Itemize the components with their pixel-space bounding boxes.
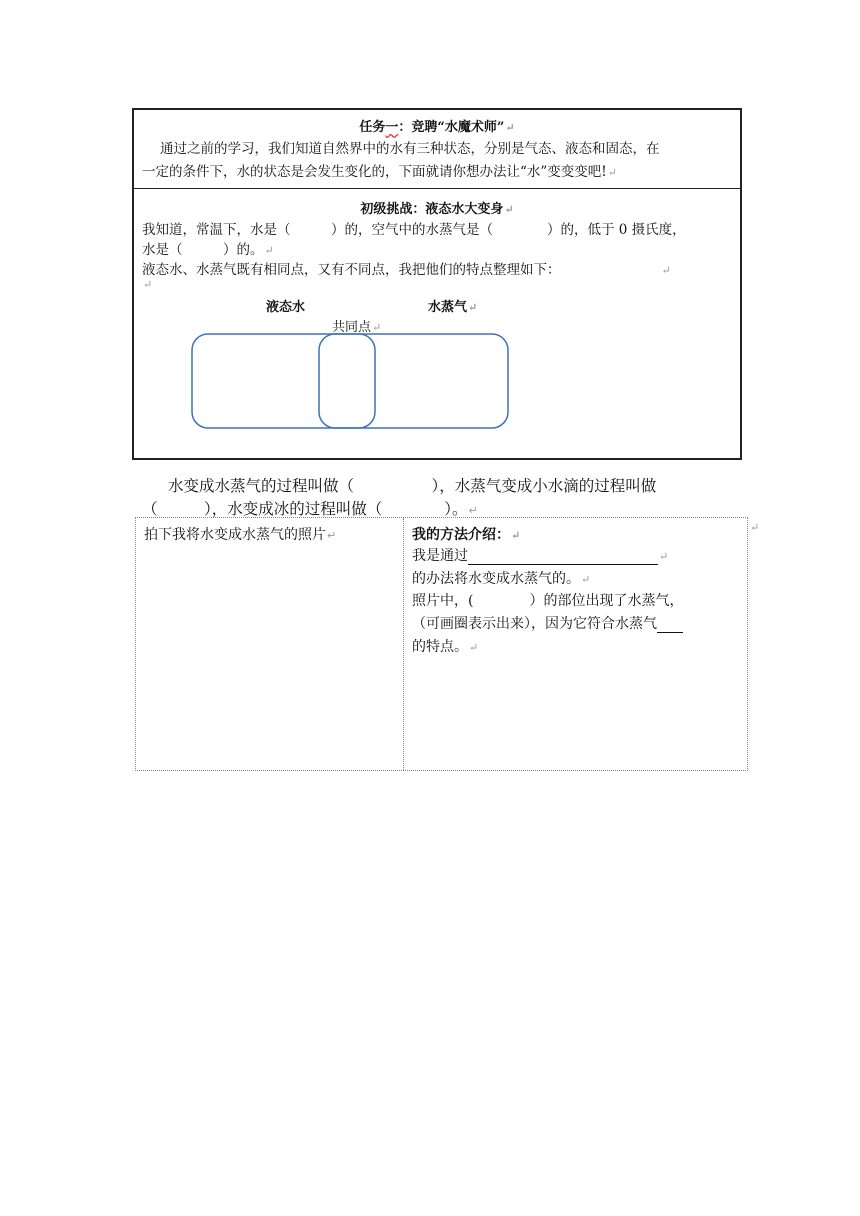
task1-paragraph-line1	[160, 137, 660, 157]
challenge-line2	[142, 238, 274, 258]
venn-label-vapor	[428, 296, 477, 315]
method-title-text: 我的方法介绍：	[412, 527, 510, 543]
method-title	[412, 524, 520, 544]
method-text-2: 的办法将水变成水蒸气的。	[412, 571, 580, 587]
return-mark: ↵	[504, 203, 514, 216]
challenge-line3	[142, 258, 671, 278]
method-text-5: 的特点。	[412, 639, 468, 655]
return-mark: ↵	[143, 278, 153, 291]
venn-outer-rect	[192, 334, 508, 428]
task1-title-marked: 一	[385, 120, 399, 135]
method-text-4: （可画圈表示出来），因为它符合水蒸气	[412, 616, 657, 632]
return-mark: ↵	[264, 244, 274, 257]
method-line1	[412, 545, 668, 565]
return-mark: ↵	[468, 504, 478, 517]
venn-label-liquid	[266, 296, 305, 315]
feature-blank-line[interactable]	[657, 618, 683, 633]
return-mark: ↵	[372, 321, 382, 334]
challenge-text-3: 液态水、水蒸气既有相同点，又有不同点，我把他们的特点整理如下：	[142, 262, 561, 278]
method-text-3: 照片中，( ）的部位出现了水蒸气，	[412, 593, 684, 609]
method-line3	[412, 590, 683, 610]
process-line2	[142, 497, 478, 519]
table-edge-mark: ↵	[750, 521, 760, 534]
challenge-text-2: 水是（ ）的。	[142, 242, 264, 258]
task1-title-prefix: 任务	[359, 120, 386, 135]
challenge-title-text: 初级挑战：液态水大变身	[360, 202, 504, 217]
task-box-divider	[134, 188, 740, 189]
task-box	[132, 108, 742, 460]
return-mark: ↵	[468, 301, 478, 314]
venn-label-common-text: 共同点	[332, 320, 372, 335]
method-text-1: 我是通过	[412, 548, 468, 564]
table-column-divider	[403, 518, 404, 770]
return-mark: ↵	[505, 121, 515, 134]
process-text-1: 水变成水蒸气的过程叫做（ ），水蒸气变成小水滴的过程叫做	[168, 477, 657, 495]
return-mark: ↵	[327, 529, 337, 542]
venn-label-vapor-text: 水蒸气	[428, 300, 468, 315]
venn-diagram	[190, 332, 514, 432]
task1-text-2: 一定的条件下，水的状态是会发生变化的，下面就请你想办法让“水”变变变吧!	[142, 164, 607, 180]
method-blank-line[interactable]	[468, 550, 658, 565]
method-line2	[412, 568, 590, 588]
challenge-line1	[142, 218, 686, 238]
photo-label-text: 拍下我将水变成水蒸气的照片	[144, 527, 326, 543]
venn-label-liquid-text: 液态水	[266, 300, 306, 315]
task1-paragraph-line2	[142, 160, 617, 180]
photo-cell-label	[144, 524, 336, 544]
return-mark: ↵	[659, 550, 669, 563]
empty-paragraph	[142, 276, 152, 292]
challenge-text-1: 我知道，常温下，水是（ ）的，空气中的水蒸气是（ ）的，低于 0 摄氏度，	[142, 222, 686, 238]
return-mark: ↵	[607, 166, 617, 179]
process-text-2: （ ），水变成冰的过程叫做（ ）。	[142, 500, 468, 518]
return-mark: ↵	[469, 641, 479, 654]
return-mark: ↵	[511, 529, 521, 542]
method-line5	[412, 636, 478, 656]
task1-title	[134, 116, 740, 135]
venn-common-rect	[319, 334, 375, 428]
return-mark: ↵	[581, 573, 591, 586]
method-line4	[412, 613, 683, 633]
process-line1	[168, 474, 656, 496]
challenge-title	[134, 198, 740, 217]
task1-title-suffix: ：竞聘“水魔术师”	[398, 120, 505, 135]
photo-method-table	[135, 517, 748, 771]
return-mark: ↵	[661, 264, 671, 277]
task1-text-1: 通过之前的学习，我们知道自然界中的水有三种状态，分别是气态、液态和固态，在	[160, 141, 660, 157]
